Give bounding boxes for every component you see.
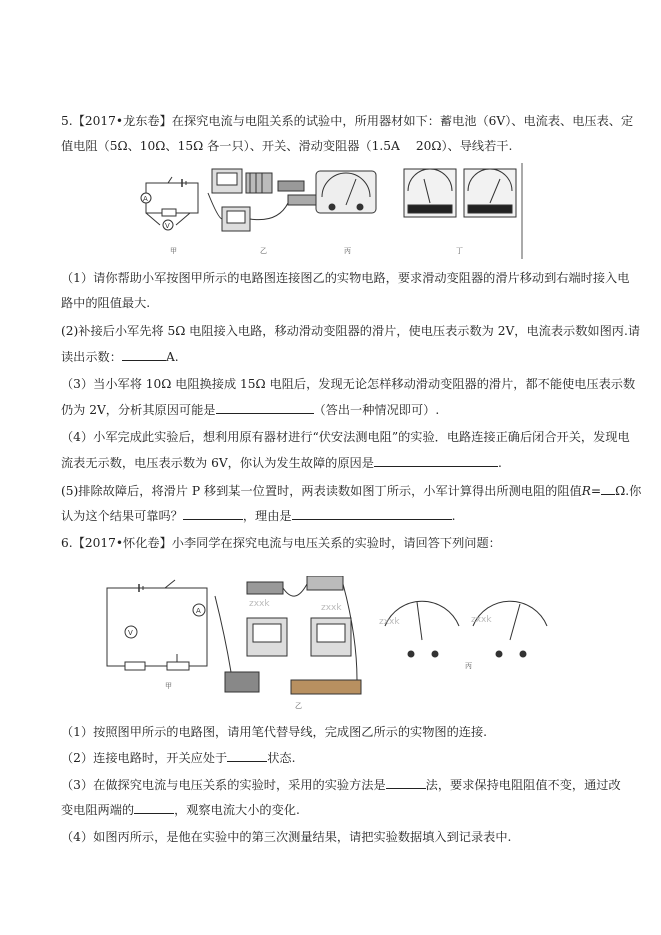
q6-part3-text: （3）在做探究电流与电压关系的实验时，采用的实验方法是 <box>61 778 386 792</box>
q5-part5-reliable-blank[interactable] <box>183 507 243 520</box>
q6-fig-label-jia: 甲 <box>165 682 172 690</box>
q5-part5-resistance-blank[interactable] <box>601 482 615 495</box>
q5-part4-answer-blank[interactable] <box>374 454 498 467</box>
q5-part4-line1: （4）小军完成此实验后，想利用原有器材进行“伏安法测电阻”的实验．电路连接正确后闭合开关，发现电 <box>61 430 630 444</box>
q5-fig-label-ding: 丁 <box>456 247 463 255</box>
voltmeter-symbol-label: V <box>165 222 170 230</box>
q6-watermark-1: zxxk <box>249 599 270 609</box>
q6-fig-label-yi: 乙 <box>295 702 302 710</box>
q5-part3-suffix: （答出一种情况即可）. <box>313 403 440 417</box>
ammeter-symbol-label: A <box>143 195 148 203</box>
q6-part3-line1 <box>61 776 621 793</box>
q6-figure <box>95 576 555 712</box>
q5-part5-r-symbol: R <box>581 484 591 498</box>
q5-fig-label-bing: 丙 <box>344 247 351 255</box>
q6-part2-text: （2）连接电路时，开关应处于 <box>61 751 228 765</box>
q5-ammeter-dial <box>316 171 376 213</box>
q5-part5-reason-label: ，理由是 <box>242 509 292 523</box>
q5-part5-unit: Ω.你 <box>615 484 642 498</box>
q5-part5-equals: = <box>590 484 602 498</box>
q6-part2-answer-blank[interactable] <box>227 749 267 762</box>
q5-part5-suffix: . <box>451 509 456 523</box>
q5-part1-line1: （1）请你帮助小军按图甲所示的电路图连接图乙的实物电路，要求滑动变阻器的滑片移动到右端时接入电 <box>61 271 630 285</box>
q5-fig-label-jia: 甲 <box>170 247 177 255</box>
q5-part5-question: 认为这个结果可靠吗？ <box>61 509 183 523</box>
q6-part3-suffix: ，观察电流大小的变化. <box>174 803 300 817</box>
q6-part3-quantity-blank[interactable] <box>134 801 174 814</box>
q6-watermark-2: zxxk <box>321 603 342 613</box>
q6-part2-suffix: 状态. <box>267 751 296 765</box>
q5-part5-line1 <box>61 482 641 499</box>
q5-part5-line2 <box>61 507 456 524</box>
q6-part4: （4）如图丙所示，是他在实验中的第三次测量结果，请把实验数据填入到记录表中. <box>61 830 512 844</box>
q6-part1: （1）按照图甲所示的电路图，请用笔代替导线，完成图乙所示的实物图的连接. <box>61 725 488 739</box>
q6-part3-continued: 法，要求保持电阻阻值不变，通过改 <box>425 778 621 792</box>
q5-header-line1: 5.【2017•龙东卷】在探究电流与电阻关系的试验中，所用器材如下：蓄电池（6V）、电流表、电压表、定 <box>61 114 634 128</box>
q5-part3-line1: （3）当小军将 10Ω 电阻换接成 15Ω 电阻后，发现无论怎样移动滑动变阻器的滑片，都不能使电压表示数 <box>61 377 636 391</box>
q6-voltmeter-symbol: V <box>128 629 133 637</box>
q5-part5-reason-blank[interactable] <box>292 507 452 520</box>
q5-part4-line2 <box>61 454 502 471</box>
q5-part2-answer-blank[interactable] <box>122 348 166 361</box>
q5-part2-line2 <box>61 348 179 365</box>
q6-ammeter-symbol: A <box>196 607 201 615</box>
q5-fig-label-yi: 乙 <box>260 247 267 255</box>
q5-header-line2: 值电阻（5Ω、10Ω、15Ω 各一只）、开关、滑动变阻器（1.5A 20Ω）、导线若干. <box>61 139 513 153</box>
q5-part4-text: 流表无示数，电压表示数为 6V，你认为发生故障的原因是 <box>61 456 374 470</box>
q6-part3-text2: 变电阻两端的 <box>61 803 135 817</box>
q6-watermark-3: zxxk <box>379 617 400 627</box>
q6-header: 6.【2017•怀化卷】小李同学在探究电流与电压关系的实验时，请回答下列问题： <box>61 536 501 550</box>
q6-part3-line2 <box>61 801 300 818</box>
q6-part3-method-blank[interactable] <box>386 776 426 789</box>
q6-watermark-4: zxxk <box>471 615 492 625</box>
q5-part3-text: 仍为 2V，分析其原因可能是 <box>61 403 216 417</box>
q5-part1-line2: 路中的阻值最大. <box>61 296 151 310</box>
q5-part2-line1: (2)补接后小军先将 5Ω 电阻接入电路，移动滑动变阻器的滑片，使电压表示数为 2V，电流表示数如图丙.请 <box>61 324 641 338</box>
q5-part3-line2 <box>61 401 439 418</box>
q5-part4-suffix: . <box>497 456 502 470</box>
q5-part2-text: 读出示数： <box>61 350 122 364</box>
q6-part2 <box>61 749 295 766</box>
q5-part3-answer-blank[interactable] <box>216 401 314 414</box>
q5-part2-unit: A. <box>165 350 179 364</box>
q6-fig-label-bing: 丙 <box>465 662 472 670</box>
q5-figure <box>138 163 524 259</box>
q5-part5-text: (5)排除故障后，将滑片 P 移到某一位置时，两表读数如图丁所示，小军计算得出所测电阻的阻值 <box>61 484 582 498</box>
